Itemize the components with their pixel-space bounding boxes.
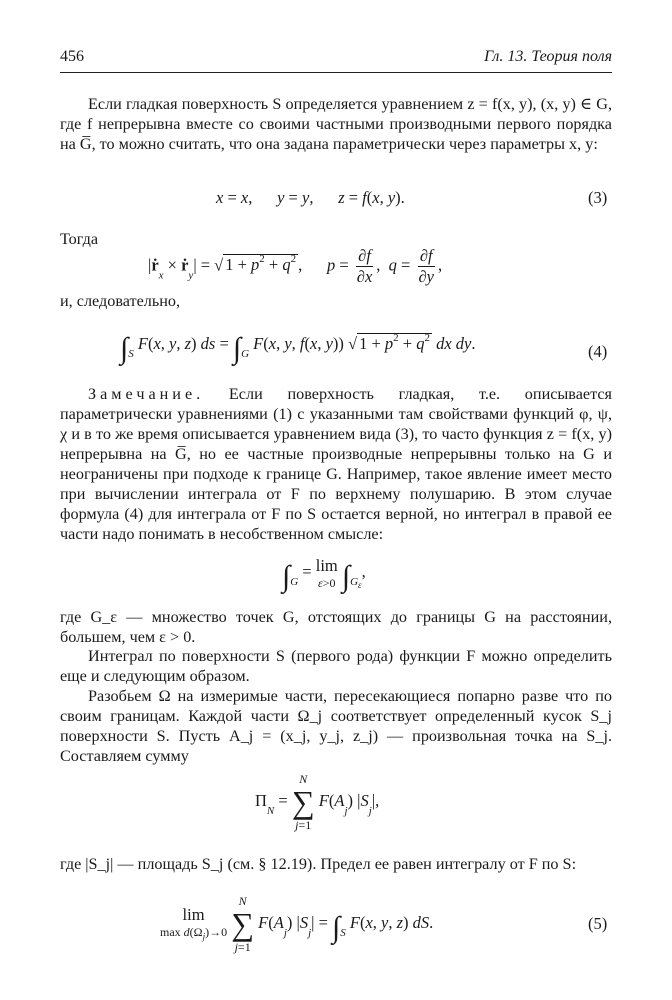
paragraph-area: где |S_j| — площадь S_j (см. § 12.19). Предел ее равен интегралу от F по S: <box>60 855 577 873</box>
equation-3: x = x, y = y, z = f(x, y). <box>216 188 405 207</box>
text-then: Тогда <box>60 230 99 248</box>
page-number: 456 <box>60 48 84 65</box>
remark-text: Если поверхность гладкая, т.е. описывается параметрически уравнениями (1) с указанными там свойствами функций φ, ψ, χ и в то же время описывается уравнением вида (3), то часто функция z = f(x, y) непрерывна на G̅, но ее частные производные непрерывны только на G и неограничены при подходе к границе G. Например, такое явление имеет место при вычислении интеграла от F по верхнему полушарию. В этом случае формула (4) для интеграла от F по S остается верной, но интеграл в правой ее части надо понимать в несобственном смысле: <box>60 385 612 543</box>
paragraph-partition: Разобьем Ω на измеримые части, пересекающиеся попарно разве что по своим границам. Каждой части Ω_j соответствует определенный кусок S_j поверхности S. Пусть A_j = (x_j, y_j, z_j) — произвольная точка на S_j. Составляем сумму <box>60 687 612 765</box>
header-rule <box>60 72 612 73</box>
equation-5: lim $\max d(\Omega_j)\to 0$ N ∑ j=1 $F(A_j) |S_j| = \int_S$ F(x, y, z) dS. <box>160 894 434 954</box>
running-title: Гл. 13. Теория поля <box>484 48 612 65</box>
remark-word: Замечание. <box>88 385 205 403</box>
equation-improper-integral: $\int_G$ = lim ε>0 $\int_{G_\varepsilon}$, <box>282 556 366 593</box>
paragraph-g-epsilon: где G_ε — множество точек G, отстоящих до границы G на расстоянии, большем, чем ε > 0. <box>60 608 612 646</box>
equation-5-label: (5) <box>588 914 608 933</box>
equation-4-label: (4) <box>588 342 608 361</box>
equation-cross-product: |ṙ$_x$ × ṙ$_y$| = √ $1 + p^2 + q^2$ , p = $\frac{\partial f}{\partial x}$ , q = $\frac{\partial f}{\partial y}$ , <box>148 246 443 286</box>
equation-3-label: (3) <box>588 188 608 207</box>
equation-sum: $\Pi_N$ = N ∑ j=1 $F(A_j)$ $|S_j|$, <box>255 772 380 832</box>
paragraph-surface-integral: Интеграл по поверхности S (первого рода) функции F можно определить еще и следующим образом. <box>60 647 612 685</box>
text-consequently: и, следовательно, <box>60 292 181 310</box>
paragraph-smooth-surface: Если гладкая поверхность S определяется уравнением z = f(x, y), (x, y) ∈ G, где f непрерывна вместе со своими частными производными первого порядка на G̅, то можно считать, что она задана параметрически через параметры x, y: <box>60 95 612 153</box>
paragraph-remark <box>60 384 612 544</box>
equation-4: $\int_S$ F(x, y, z) ds = $\int_G$ F(x, y, f(x, y)) √ $1 + p^2 + q^2$ dx dy. <box>120 332 476 365</box>
